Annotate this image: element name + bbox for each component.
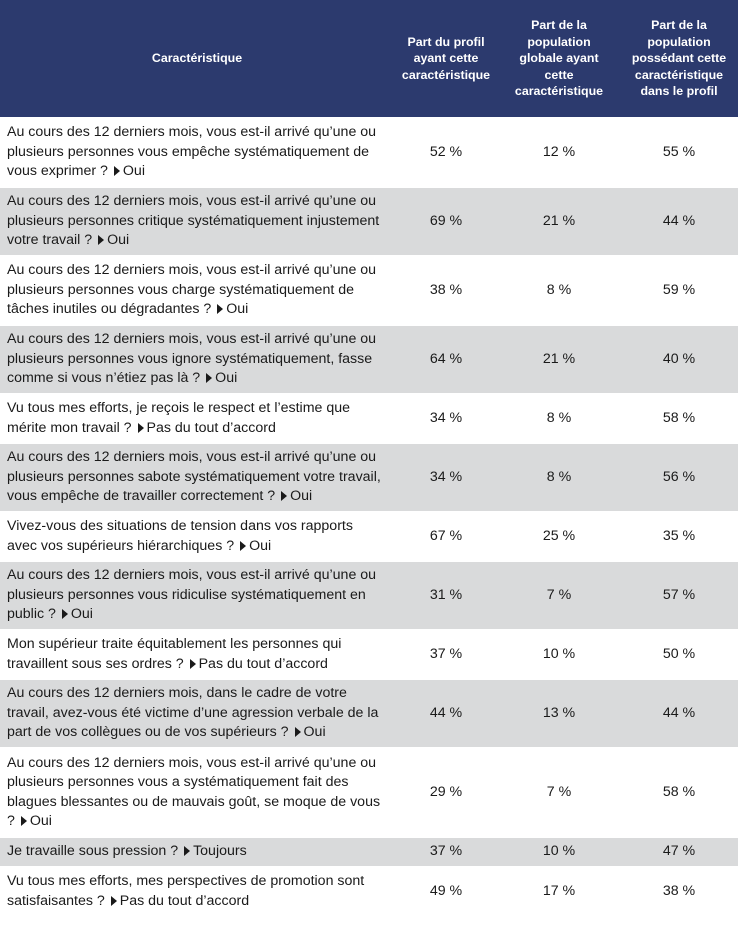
table-row — [0, 394, 738, 443]
question-text: Je travaille sous pression ? — [7, 843, 179, 860]
part-population-globale-cell: 10 % — [498, 837, 620, 867]
part-population-profil-cell: 44 % — [620, 187, 738, 256]
part-profil-cell: 38 % — [394, 256, 498, 325]
question-text: Au cours des 12 derniers mois, vous est-il arrivé qu’une ou plusieurs personnes vous ignore systématiquement, fasse comme si vous n’étiez pas là ? — [7, 331, 377, 387]
part-population-globale-cell: 8 % — [498, 394, 620, 443]
answer-text: Pas du tout d’accord — [119, 892, 250, 909]
part-population-profil-cell: 59 % — [620, 256, 738, 325]
question-text: Vu tous mes efforts, mes perspectives de promotion sont satisfaisantes ? — [7, 873, 365, 909]
part-population-profil-cell: 38 % — [620, 867, 738, 916]
part-profil-cell: 69 % — [394, 187, 498, 256]
part-population-globale-cell: 7 % — [498, 561, 620, 630]
triangle-right-icon — [184, 846, 190, 856]
triangle-right-icon — [295, 727, 301, 737]
answer-text: Pas du tout d’accord — [146, 419, 276, 436]
triangle-right-icon — [190, 659, 196, 669]
table-row — [0, 443, 738, 512]
part-population-profil-cell: 50 % — [620, 630, 738, 679]
part-population-globale-cell: 12 % — [498, 118, 620, 187]
part-population-profil-cell: 58 % — [620, 394, 738, 443]
part-population-profil-cell: 56 % — [620, 443, 738, 512]
answer-text: Toujours — [193, 843, 247, 860]
answer-text: Oui — [290, 488, 313, 505]
answer-text: Oui — [226, 301, 249, 318]
characteristic-cell — [0, 325, 394, 394]
question-text: Vu tous mes efforts, je reçois le respect et l’estime que mérite mon travail ? — [7, 400, 351, 436]
characteristic-cell — [0, 561, 394, 630]
question-text: Au cours des 12 derniers mois, vous est-il arrivé qu’une ou plusieurs personnes vous empêche systématiquement de vous exprimer ? — [7, 124, 377, 180]
header-row — [0, 0, 738, 118]
part-population-globale-cell: 25 % — [498, 512, 620, 561]
part-population-profil-cell: 55 % — [620, 118, 738, 187]
question-text: Au cours des 12 derniers mois, vous est-il arrivé qu’une ou plusieurs personnes critique systématiquement injustement votre travail ? — [7, 193, 380, 249]
table-row — [0, 837, 738, 867]
part-population-profil-cell: 58 % — [620, 748, 738, 837]
triangle-right-icon — [21, 816, 27, 826]
part-population-globale-cell: 10 % — [498, 630, 620, 679]
table-row — [0, 325, 738, 394]
answer-text: Oui — [107, 232, 130, 249]
characteristic-cell — [0, 679, 394, 748]
part-profil-cell: 44 % — [394, 679, 498, 748]
part-profil-cell: 64 % — [394, 325, 498, 394]
part-population-globale-cell: 13 % — [498, 679, 620, 748]
question-text: Au cours des 12 derniers mois, dans le cadre de votre travail, avez-vous été victime d’une agression verbale de la part de vos collègues ou de vos supérieurs ? — [7, 685, 379, 741]
part-population-profil-cell: 35 % — [620, 512, 738, 561]
question-text: Mon supérieur traite équitablement les personnes qui travaillent sous ses ordres ? — [7, 636, 342, 672]
header-part-population-globale: Part de la population globale ayant cette caractéristique — [498, 0, 620, 118]
part-population-globale-cell: 17 % — [498, 867, 620, 916]
part-population-globale-cell: 21 % — [498, 187, 620, 256]
header-part-population-profil: Part de la population possédant cette caractéristique dans le profil — [620, 0, 738, 118]
triangle-right-icon — [217, 304, 223, 314]
triangle-right-icon — [111, 896, 117, 906]
triangle-right-icon — [138, 423, 144, 433]
characteristic-cell — [0, 630, 394, 679]
answer-text: Oui — [122, 163, 145, 180]
characteristic-cell — [0, 394, 394, 443]
part-population-profil-cell: 40 % — [620, 325, 738, 394]
table-row — [0, 512, 738, 561]
characteristic-cell — [0, 256, 394, 325]
answer-text: Oui — [303, 724, 326, 741]
part-population-globale-cell: 8 % — [498, 443, 620, 512]
characteristic-cell — [0, 867, 394, 916]
answer-text: Oui — [249, 537, 272, 554]
question-text: Au cours des 12 derniers mois, vous est-il arrivé qu’une ou plusieurs personnes vous charge systématiquement de tâches inutiles ou dégradantes ? — [7, 262, 377, 318]
answer-text: Pas du tout d’accord — [198, 655, 328, 672]
table-row — [0, 561, 738, 630]
triangle-right-icon — [98, 235, 104, 245]
triangle-right-icon — [240, 541, 246, 551]
triangle-right-icon — [62, 609, 68, 619]
part-population-globale-cell: 7 % — [498, 748, 620, 837]
table-row — [0, 748, 738, 837]
question-text: Au cours des 12 derniers mois, vous est-il arrivé qu’une ou plusieurs personnes sabote systématiquement votre travail, vous empêche de travailler correctement ? — [7, 449, 381, 505]
header-caracteristique: Caractéristique — [0, 0, 394, 118]
answer-text: Oui — [70, 606, 93, 623]
part-profil-cell: 37 % — [394, 837, 498, 867]
table-row — [0, 867, 738, 916]
header-part-profil: Part du profil ayant cette caractéristique — [394, 0, 498, 118]
part-population-profil-cell: 44 % — [620, 679, 738, 748]
part-profil-cell: 31 % — [394, 561, 498, 630]
characteristic-cell — [0, 512, 394, 561]
part-profil-cell: 29 % — [394, 748, 498, 837]
part-population-globale-cell: 21 % — [498, 325, 620, 394]
part-population-profil-cell: 57 % — [620, 561, 738, 630]
table-row — [0, 679, 738, 748]
triangle-right-icon — [206, 373, 212, 383]
table-body — [0, 118, 738, 916]
part-profil-cell: 49 % — [394, 867, 498, 916]
part-profil-cell: 67 % — [394, 512, 498, 561]
table-row — [0, 118, 738, 187]
characteristic-cell — [0, 443, 394, 512]
part-profil-cell: 37 % — [394, 630, 498, 679]
table-row — [0, 256, 738, 325]
question-text: Au cours des 12 derniers mois, vous est-il arrivé qu’une ou plusieurs personnes vous a systématiquement fait des blagues blessantes ou de mauvais goût, se moque de vous ? — [7, 754, 381, 829]
characteristic-cell — [0, 748, 394, 837]
part-profil-cell: 52 % — [394, 118, 498, 187]
characteristic-cell — [0, 118, 394, 187]
part-population-profil-cell: 47 % — [620, 837, 738, 867]
characteristic-cell — [0, 837, 394, 867]
answer-text: Oui — [29, 812, 52, 829]
question-text: Au cours des 12 derniers mois, vous est-il arrivé qu’une ou plusieurs personnes vous ridiculise systématiquement en public ? — [7, 567, 377, 623]
part-population-globale-cell: 8 % — [498, 256, 620, 325]
triangle-right-icon — [114, 166, 120, 176]
table-row — [0, 187, 738, 256]
question-text: Vivez-vous des situations de tension dans vos rapports avec vos supérieurs hiérarchiques ? — [7, 518, 353, 554]
triangle-right-icon — [281, 491, 287, 501]
characteristic-cell — [0, 187, 394, 256]
part-profil-cell: 34 % — [394, 443, 498, 512]
table-row — [0, 630, 738, 679]
answer-text: Oui — [215, 370, 238, 387]
part-profil-cell: 34 % — [394, 394, 498, 443]
